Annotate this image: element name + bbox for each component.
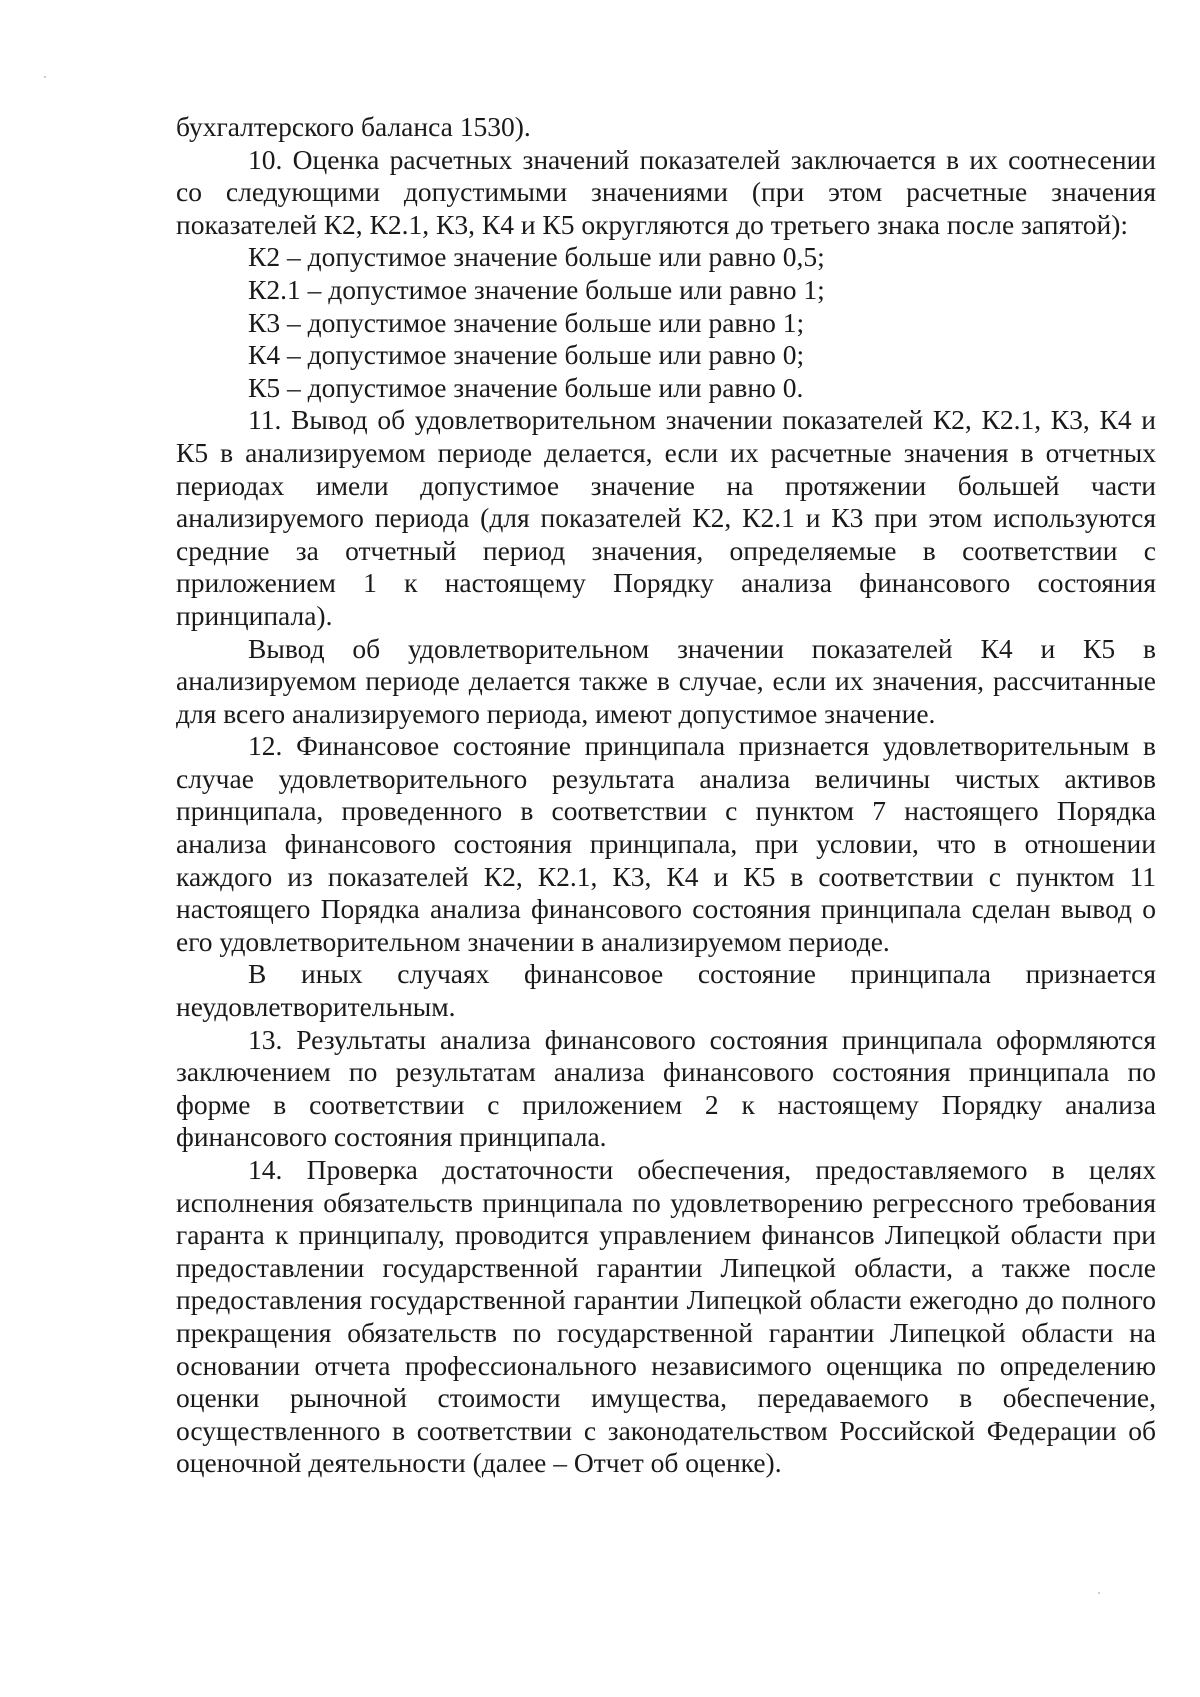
paragraph-14: 14. Проверка достаточности обеспечения, предоставляемого в целях исполнения обязательств принципала по удовлетворению регрессного требования гаранта к принципалу, проводится управлением финансов Липецкой области при предоставлении государственной гарантии Липецкой области, а также после предоставления государственной гарантии Липецкой области ежегодно до полного прекращения обязательств по государственной гарантии Липецкой области на основании отчета профессионального независимого оценщика по определению оценки рыночной стоимости имущества, передаваемого в обеспечение, осуществленного в соответствии с законодательством Российской Федерации об оценочной деятельности (далее – Отчет об оценке). [176,1154,1156,1479]
paragraph-12: 12. Финансовое состояние принципала признается удовлетворительным в случае удовлетворительного результата анализа величины чистых активов принципала, проведенного в соответствии с пунктом 7 настоящего Порядка анализа финансового состояния принципала, при условии, что в отношении каждого из показателей К2, К2.1, К3, К4 и К5 в соответствии с пунктом 11 настоящего Порядка анализа финансового состояния принципала сделан вывод о его удовлетворительном значении в анализируемом периоде. [176,730,1156,957]
list-item-k2-1: К2.1 – допустимое значение больше или равно 1; [248,273,825,305]
paragraph-continuation: бухгалтерского баланса 1530). [176,111,531,142]
list-item-k5: К5 – допустимое значение больше или равно 0. [248,371,804,403]
scan-artifact-dot [1098,1592,1100,1594]
list-item-k2: К2 – допустимое значение больше или равно 0,5; [248,241,825,273]
paragraph-13: 13. Результаты анализа финансового состояния принципала оформляются заключением по результатам анализа финансового состояния принципала по форме в соответствии с приложением 2 к настоящему Порядку анализа финансового состояния принципала. [176,1023,1156,1153]
document-text-body [176,111,1156,1480]
paragraph-11: 11. Вывод об удовлетворительном значении показателей К2, К2.1, К3, К4 и К5 в анализируемом периоде делается, если их расчетные значения в отчетных периодах имели допустимое значение на протяжении большей части анализируемого периода (для показателей К2, К2.1 и К3 при этом используются средние за отчетный период значения, определяемые в соответствии с приложением 1 к настоящему Порядку анализа финансового состояния принципала). [176,404,1156,631]
list-item-k4: К4 – допустимое значение больше или равно 0; [248,339,805,371]
paragraph-11-continued: Вывод об удовлетворительном значении показателей К4 и К5 в анализируемом периоде делается также в случае, если их значения, рассчитанные для всего анализируемого периода, имеют допустимое значение. [176,632,1156,729]
list-item-k3: К3 – допустимое значение больше или равно 1; [248,306,805,338]
scan-artifact-dot [44,76,46,78]
paragraph-10: 10. Оценка расчетных значений показателей заключается в их соотнесении со следующими допустимыми значениями (при этом расчетные значения показателей К2, К2.1, К3, К4 и К5 округляются до третьего знака после запятой): [176,143,1156,240]
paragraph-12-continued: В иных случаях финансовое состояние принципала признается неудовлетворительным. [176,958,1156,1023]
